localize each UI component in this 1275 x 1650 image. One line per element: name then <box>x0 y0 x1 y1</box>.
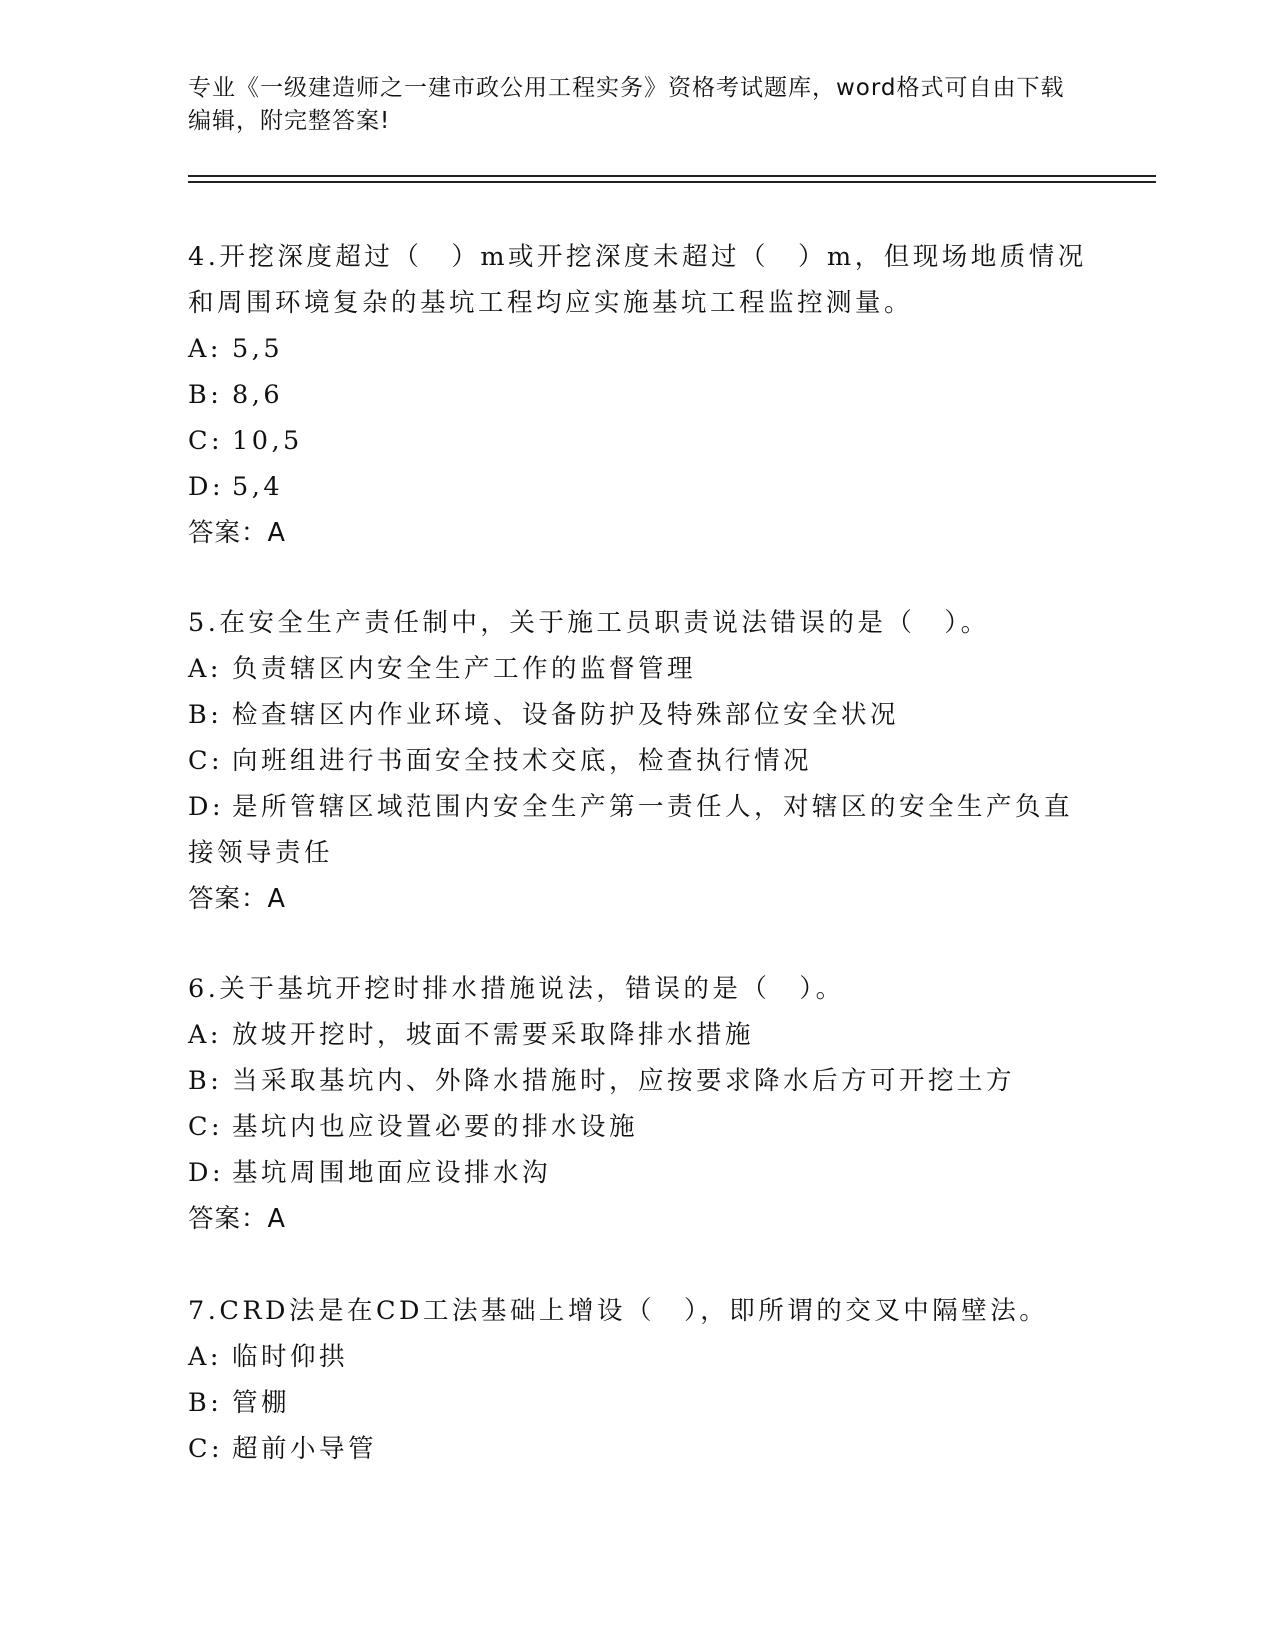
option-text: 负责辖区内安全生产工作的监督管理 <box>232 654 697 684</box>
option-letter: C: <box>188 426 224 456</box>
question-stem: 4.开挖深度超过（ ）m或开挖深度未超过（ ）m，但现场地质情况和周围环境复杂的基坑工程均应实施基坑工程监控测量。 <box>188 242 1087 318</box>
option-text: 10,5 <box>232 426 303 456</box>
question-5 <box>188 600 1088 922</box>
header-divider-bottom <box>188 181 1156 183</box>
option-letter: C: <box>188 1434 224 1464</box>
option-text: 管棚 <box>232 1388 291 1418</box>
option-letter: A: <box>188 654 223 684</box>
option-text: 5,4 <box>232 472 284 502</box>
option-text: 基坑周围地面应设排水沟 <box>232 1158 552 1188</box>
header-divider-top <box>188 175 1156 177</box>
option-letter: A: <box>188 1342 223 1372</box>
option-letter: B: <box>188 1066 223 1096</box>
answer-line: 答案：A <box>188 884 286 914</box>
option-text: 基坑内也应设置必要的排水设施 <box>232 1112 639 1142</box>
option-b <box>188 1380 1088 1426</box>
option-letter: C: <box>188 746 224 776</box>
answer-line: 答案：A <box>188 1204 286 1234</box>
option-b <box>188 692 1088 738</box>
option-d <box>188 784 1088 876</box>
option-letter: A: <box>188 334 223 364</box>
option-a <box>188 326 1088 372</box>
option-text: 是所管辖区域范围内安全生产第一责任人，对辖区的安全生产负直接领导责任 <box>188 792 1074 868</box>
question-6 <box>188 966 1088 1242</box>
option-text: 向班组进行书面安全技术交底，检查执行情况 <box>232 746 813 776</box>
option-text: 超前小导管 <box>232 1434 378 1464</box>
option-c <box>188 1426 1088 1472</box>
option-letter: A: <box>188 1020 223 1050</box>
option-c <box>188 738 1088 784</box>
option-b <box>188 372 1088 418</box>
option-b <box>188 1058 1088 1104</box>
option-text: 检查辖区内作业环境、设备防护及特殊部位安全状况 <box>232 700 900 730</box>
option-letter: B: <box>188 380 223 410</box>
option-letter: B: <box>188 700 223 730</box>
option-text: 放坡开挖时，坡面不需要采取降排水措施 <box>232 1020 755 1050</box>
option-c <box>188 1104 1088 1150</box>
option-letter: D: <box>188 1158 225 1188</box>
option-d <box>188 1150 1088 1196</box>
option-a <box>188 646 1088 692</box>
option-text: 临时仰拱 <box>232 1342 349 1372</box>
question-stem: 6.关于基坑开挖时排水措施说法，错误的是（ ）。 <box>188 974 845 1004</box>
option-text: 当采取基坑内、外降水措施时，应按要求降水后方可开挖土方 <box>232 1066 1016 1096</box>
option-c <box>188 418 1088 464</box>
question-stem: 5.在安全生产责任制中，关于施工员职责说法错误的是（ ）。 <box>188 608 990 638</box>
option-letter: B: <box>188 1388 223 1418</box>
question-stem: 7.CRD法是在CD工法基础上增设（ ），即所谓的交叉中隔壁法。 <box>188 1296 1049 1326</box>
option-text: 8,6 <box>232 380 284 410</box>
question-7 <box>188 1288 1088 1472</box>
option-a <box>188 1012 1088 1058</box>
option-letter: D: <box>188 792 225 822</box>
answer-line: 答案：A <box>188 518 286 548</box>
option-d <box>188 464 1088 510</box>
option-text: 5,5 <box>232 334 284 364</box>
option-letter: C: <box>188 1112 224 1142</box>
question-4 <box>188 234 1088 556</box>
option-a <box>188 1334 1088 1380</box>
option-letter: D: <box>188 472 225 502</box>
document-header: 专业《一级建造师之一建市政公用工程实务》资格考试题库，word格式可自由下载编辑，附完整答案! <box>188 75 1065 134</box>
